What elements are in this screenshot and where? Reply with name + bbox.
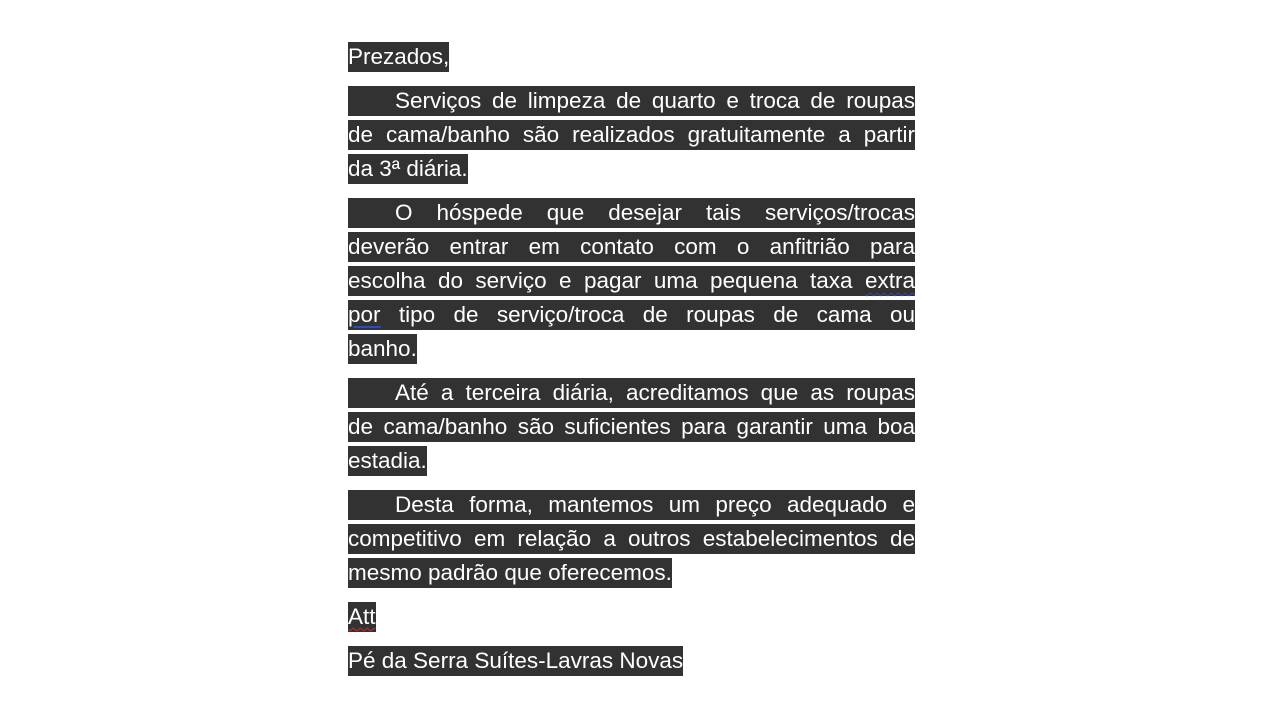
p3-line2: de cama/banho são suficientes para garantir uma boa (348, 412, 915, 442)
p2-line4 (348, 300, 915, 330)
p2-line (348, 230, 915, 264)
p3-line3: estadia. (348, 446, 427, 476)
greeting: Prezados, (348, 42, 449, 72)
p2-line3 (348, 266, 915, 296)
selected-text-block[interactable] (348, 40, 915, 678)
p1-line (348, 152, 915, 186)
p4-line2: competitivo em relação a outros estabelecimentos de (348, 524, 915, 554)
p1-line3: da 3ª diária. (348, 154, 468, 184)
p3-line1: Até a terceira diária, acreditamos que as roupas (348, 378, 915, 408)
grammar-flag-por[interactable]: por (348, 302, 381, 327)
p4-line3: mesmo padrão que oferecemos. (348, 558, 672, 588)
p2-line3-text: escolha do serviço e pagar uma pequena taxa (348, 268, 865, 293)
signature: Pé da Serra Suítes-Lavras Novas (348, 646, 683, 676)
p3-line (348, 444, 915, 478)
p2-line (348, 298, 915, 332)
p4-line (348, 488, 915, 522)
p2-line (348, 264, 915, 298)
closing-line (348, 600, 915, 634)
p2-line4-text: tipo de serviço/troca de roupas de cama ou (380, 302, 915, 327)
p4-line (348, 556, 915, 590)
p2-line2: deverão entrar em contato com o anfitrião para (348, 232, 915, 262)
p2-line1: O hóspede que desejar tais serviços/trocas (348, 198, 915, 228)
p1-line (348, 118, 915, 152)
p3-line (348, 410, 915, 444)
grammar-flag-extra[interactable]: extra (864, 268, 915, 293)
p1-line2: de cama/banho são realizados gratuitamente a partir (348, 120, 915, 150)
p3-line (348, 376, 915, 410)
p4-line (348, 522, 915, 556)
spell-flag-att[interactable]: Att (348, 604, 376, 629)
p1-line (348, 84, 915, 118)
signature-line (348, 644, 915, 678)
p2-line (348, 332, 915, 366)
p2-line5: banho. (348, 334, 417, 364)
p2-line (348, 196, 915, 230)
p1-line1: Serviços de limpeza de quarto e troca de roupas (348, 86, 915, 116)
p4-line1: Desta forma, mantemos um preço adequado e (348, 490, 915, 520)
closing (348, 602, 376, 632)
greeting-line (348, 40, 915, 74)
